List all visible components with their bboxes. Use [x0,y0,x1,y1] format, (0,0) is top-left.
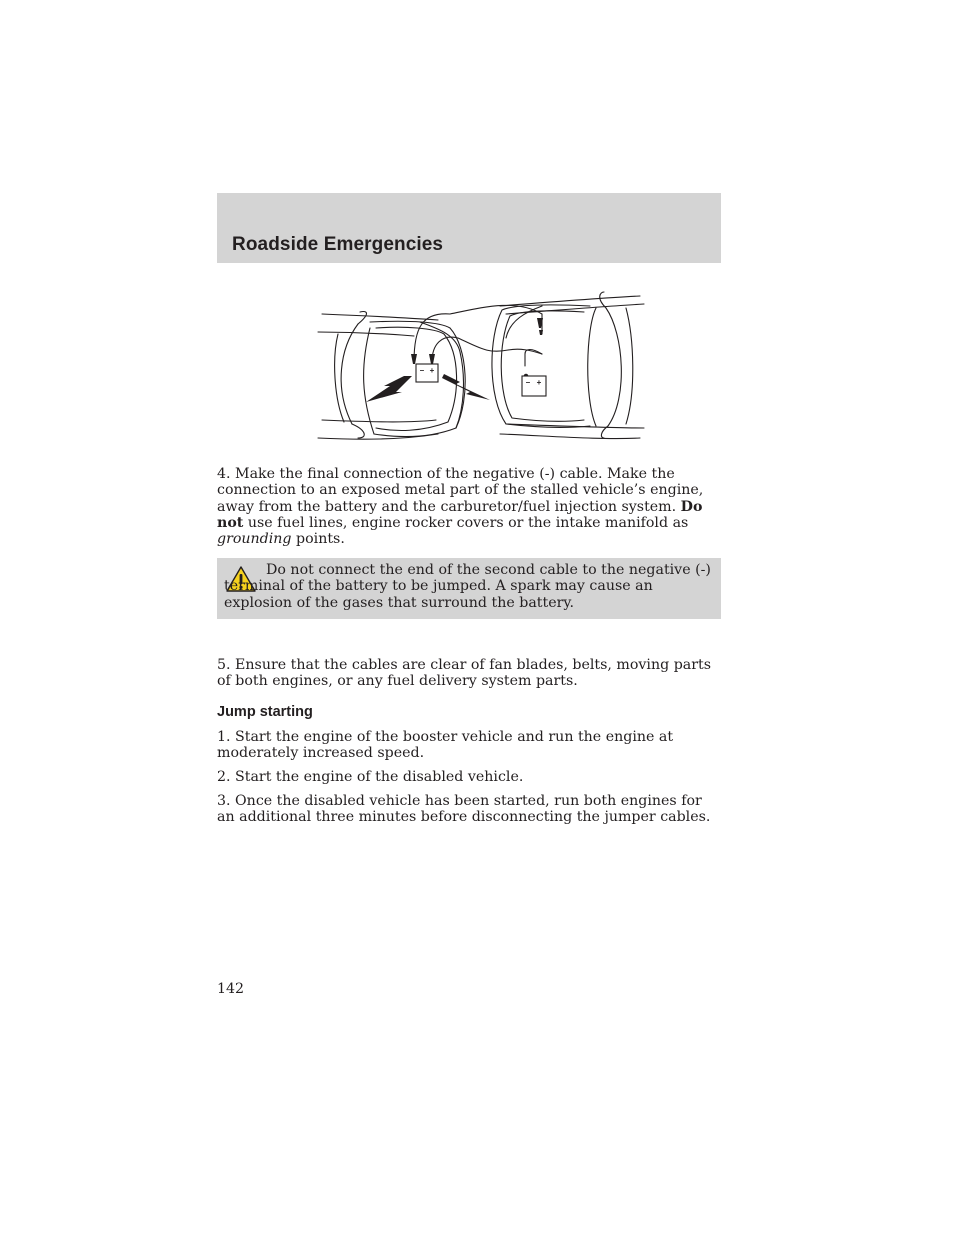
header-band [217,193,721,263]
booster-battery-negative-label: – [419,366,425,375]
spark-arrow-left [366,376,412,402]
disabled-battery-negative-label: – [525,378,531,387]
booster-battery [416,364,438,382]
jump-starting-heading: Jump starting [217,704,313,720]
disabled-vehicle [492,292,644,439]
step-4-paragraph [217,466,721,547]
jump-step-2: 2. Start the engine of the disabled vehicle. [217,769,524,785]
step-5-paragraph: 5. Ensure that the cables are clear of fan blades, belts, moving parts of both engines, or any fuel delivery system parts. [217,657,711,690]
page-title: Roadside Emergencies [232,234,444,255]
jump-step-3: 3. Once the disabled vehicle has been started, run both engines for an additional three minutes before disconnecting the jumper cables. [217,793,711,826]
jump-step-1: 1. Start the engine of the booster vehicle and run the engine at moderately increased speed. [217,729,674,762]
step-4-italic-text: grounding [217,531,292,548]
page-number: 142 [217,981,245,997]
disabled-battery-positive-label: + [536,378,542,387]
warning-box [217,558,721,619]
warning-text: Do not connect the end of the second cable to the negative (-) terminal of the battery to be jumped. A spark may cause an explosion of the gases that surround the battery. [224,562,711,611]
step-4-bold-text: Do not [217,498,703,531]
step-4-text-end: points. [291,531,345,548]
disabled-battery [522,376,546,396]
step-4-text-continued: use fuel lines, engine rocker covers or the intake manifold as [243,514,689,531]
spark-arrow-right [442,374,490,400]
booster-battery-positive-label: + [429,366,435,375]
booster-vehicle [318,312,465,440]
jumper-cables-illustration [310,288,650,450]
step-4-text: 4. Make the final connection of the negative (-) cable. Make the connection to an exposed metal part of the stalled vehicle’s engine, away from the battery and the carburetor/fuel injection system. [217,466,704,515]
